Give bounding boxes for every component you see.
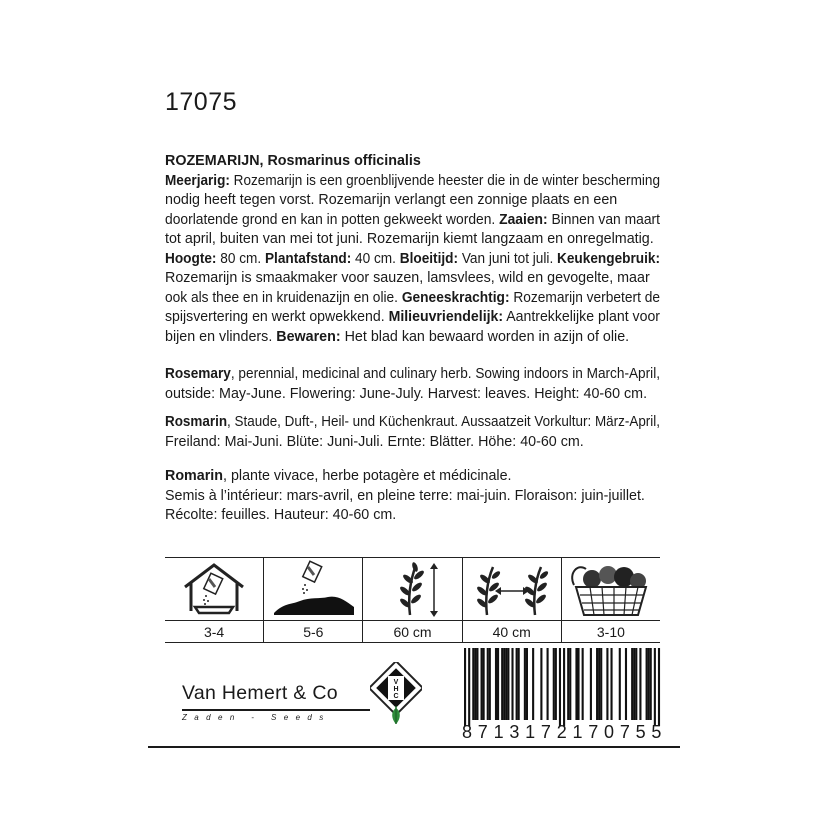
barcode-bar bbox=[518, 648, 520, 720]
english-description bbox=[165, 365, 665, 404]
barcode-bar bbox=[532, 648, 534, 720]
svg-text:H: H bbox=[393, 686, 399, 693]
outdoor-sowing-icon bbox=[268, 559, 358, 619]
plant-height-label: 60 cm bbox=[393, 623, 432, 640]
french-description bbox=[165, 467, 665, 526]
barcode-bar bbox=[606, 648, 608, 720]
barcode-digit: 5 bbox=[651, 722, 662, 742]
barcode-bar bbox=[497, 648, 499, 720]
german-description bbox=[165, 413, 665, 452]
text-line: outside: May-June. Flowering: June-July. Harvest: leaves. Height: 40-60 cm. bbox=[165, 385, 648, 402]
barcode-bar bbox=[524, 648, 526, 720]
harvest-cell bbox=[561, 558, 660, 642]
outdoor-sowing-cell bbox=[263, 558, 362, 642]
plant-height-cell bbox=[362, 558, 461, 642]
text-line: Récolte: feuilles. Hauteur: 40-60 cm. bbox=[165, 507, 397, 523]
text-line: Semis à l’intérieur: mars-avril, en pleine terre: mai-juin. Floraison: juin-juillet. bbox=[165, 487, 645, 504]
barcode-bar bbox=[619, 648, 621, 720]
text-line: tot april, buiten van mei tot juni. Rozemarijn kiemt langzaam en onregelmatig. bbox=[165, 231, 654, 247]
plant-spacing-icon bbox=[467, 559, 557, 619]
text-line: doorlatende grond en kan in potten gekweekt worden. Zaaien: Binnen van maart bbox=[165, 211, 660, 228]
text-line: Rozemarijn is smaakmaker voor sauzen, lamsvlees, wild en gevogelte, maar bbox=[165, 270, 650, 286]
text-line: Freiland: Mai-Juni. Blüte: Juni-Juli. Ernte: Blätter. Höhe: 40-60 cm. bbox=[165, 433, 584, 450]
harvest-basket-icon bbox=[566, 559, 656, 619]
barcode-bar bbox=[483, 648, 485, 720]
vhc-logo-icon bbox=[370, 662, 422, 726]
brand-logo-area bbox=[170, 662, 440, 732]
barcode-digits bbox=[462, 722, 662, 743]
barcode-digit: 7 bbox=[477, 722, 489, 742]
barcode-bar bbox=[503, 648, 505, 720]
barcode-digit: 7 bbox=[588, 722, 599, 742]
dutch-body bbox=[165, 172, 665, 348]
barcode-bar bbox=[563, 648, 565, 726]
barcode-bar bbox=[633, 648, 635, 720]
barcode-digit: 7 bbox=[619, 722, 631, 742]
barcode-bar bbox=[505, 648, 507, 720]
barcode-bar bbox=[577, 648, 579, 720]
article-number: 17075 bbox=[165, 88, 238, 116]
svg-text:C: C bbox=[393, 693, 399, 700]
barcode-digit: 3 bbox=[509, 722, 520, 742]
indoor-sowing-label: 3-4 bbox=[203, 623, 225, 640]
harvest-label: 3-10 bbox=[596, 623, 625, 640]
barcode-bar bbox=[648, 648, 650, 720]
barcode-digit: 1 bbox=[572, 722, 583, 742]
barcode-bar bbox=[625, 648, 627, 720]
svg-text:V: V bbox=[393, 679, 399, 686]
brand-name: Van Hemert & Co bbox=[182, 682, 338, 704]
barcode-bar bbox=[553, 648, 555, 720]
barcode-bar bbox=[464, 648, 466, 726]
barcode-bar bbox=[631, 648, 633, 720]
barcode-bar bbox=[472, 648, 474, 720]
growing-info-table bbox=[165, 557, 660, 643]
indoor-sowing-icon bbox=[169, 559, 259, 619]
barcode-bar bbox=[481, 648, 483, 720]
brand-divider bbox=[182, 709, 370, 711]
plant-spacing-label: 40 cm bbox=[492, 623, 531, 640]
barcode-bar bbox=[596, 648, 598, 720]
brand-tagline: Zaden - Seeds bbox=[182, 713, 331, 722]
barcode-bar bbox=[547, 648, 549, 720]
barcode-bar bbox=[598, 648, 600, 720]
barcode-bar bbox=[555, 648, 557, 720]
barcode-bar bbox=[540, 648, 542, 720]
barcode-bar bbox=[487, 648, 489, 720]
barcode-bar bbox=[646, 648, 648, 720]
ean-barcode bbox=[462, 648, 662, 744]
barcode-bar bbox=[610, 648, 612, 720]
barcode-bar bbox=[567, 648, 569, 720]
text-line: nodig heeft tegen vorst. Rozemarijn verlangt een zonnige plaats en een bbox=[165, 192, 618, 208]
text-line: Hoogte: 80 cm. Plantafstand: 40 cm. Bloeitijd: Van juni tot juli. Keukengebruik: bbox=[165, 250, 660, 267]
barcode-bar bbox=[575, 648, 577, 720]
barcode-digit: 0 bbox=[604, 722, 615, 742]
dutch-description bbox=[165, 152, 665, 347]
barcode-bar bbox=[590, 648, 592, 720]
barcode-bar bbox=[635, 648, 637, 720]
barcode-digit: 2 bbox=[556, 722, 568, 742]
barcode-bar bbox=[501, 648, 503, 720]
barcode-digit: 5 bbox=[635, 722, 647, 742]
barcode-bar bbox=[507, 648, 509, 720]
barcode-bar bbox=[582, 648, 584, 720]
text-line: Meerjarig: Rozemarijn is een groenblijvende heester die in de winter bescherming bbox=[165, 172, 660, 189]
barcode-bar bbox=[600, 648, 602, 720]
barcode-bar bbox=[559, 648, 561, 726]
barcode-bar bbox=[511, 648, 513, 720]
bottom-divider bbox=[148, 746, 680, 748]
text-line: Romarin, plante vivace, herbe potagère et médicinale. bbox=[165, 468, 512, 484]
barcode-digit: 1 bbox=[493, 722, 505, 742]
barcode-bar bbox=[476, 648, 478, 720]
indoor-sowing-cell bbox=[165, 558, 263, 642]
barcode-digit: 7 bbox=[540, 722, 552, 742]
text-line: ook als thee en in kruidenazijn en olie. Geneeskrachtig: Rozemarijn verbetert de bbox=[165, 289, 660, 306]
barcode-bar bbox=[639, 648, 641, 720]
barcode-bar bbox=[650, 648, 652, 720]
barcode-bar bbox=[489, 648, 491, 720]
barcode-bar bbox=[474, 648, 476, 720]
barcode-bar bbox=[658, 648, 660, 726]
plant-spacing-cell bbox=[462, 558, 561, 642]
barcode-digit: 8 bbox=[462, 722, 473, 742]
barcode-bar bbox=[654, 648, 656, 726]
text-line: bijen en vlinders. Bewaren: Het blad kan bewaard worden in azijn of olie. bbox=[165, 328, 630, 345]
barcode-bar bbox=[468, 648, 470, 726]
barcode-bar bbox=[526, 648, 528, 720]
barcode-bar bbox=[516, 648, 518, 720]
outdoor-sowing-label: 5-6 bbox=[303, 623, 324, 640]
barcode-bars bbox=[462, 648, 662, 726]
text-line: spijsvertering en werkt opwekkend. Milieuvriendelijk: Aantrekkelijke plant voor bbox=[165, 309, 660, 325]
text-line: Rosemary, perennial, medicinal and culinary herb. Sowing indoors in March-April, bbox=[165, 366, 660, 382]
barcode-bar bbox=[569, 648, 571, 720]
plant-height-icon bbox=[368, 559, 458, 619]
text-line: Rosmarin, Staude, Duft-, Heil- und Küchenkraut. Aussaatzeit Vorkultur: März-April, bbox=[165, 414, 661, 430]
dutch-title: ROZEMARIJN, Rosmarinus officinalis bbox=[165, 153, 421, 169]
barcode-bar bbox=[495, 648, 497, 720]
barcode-digit: 1 bbox=[525, 722, 536, 742]
